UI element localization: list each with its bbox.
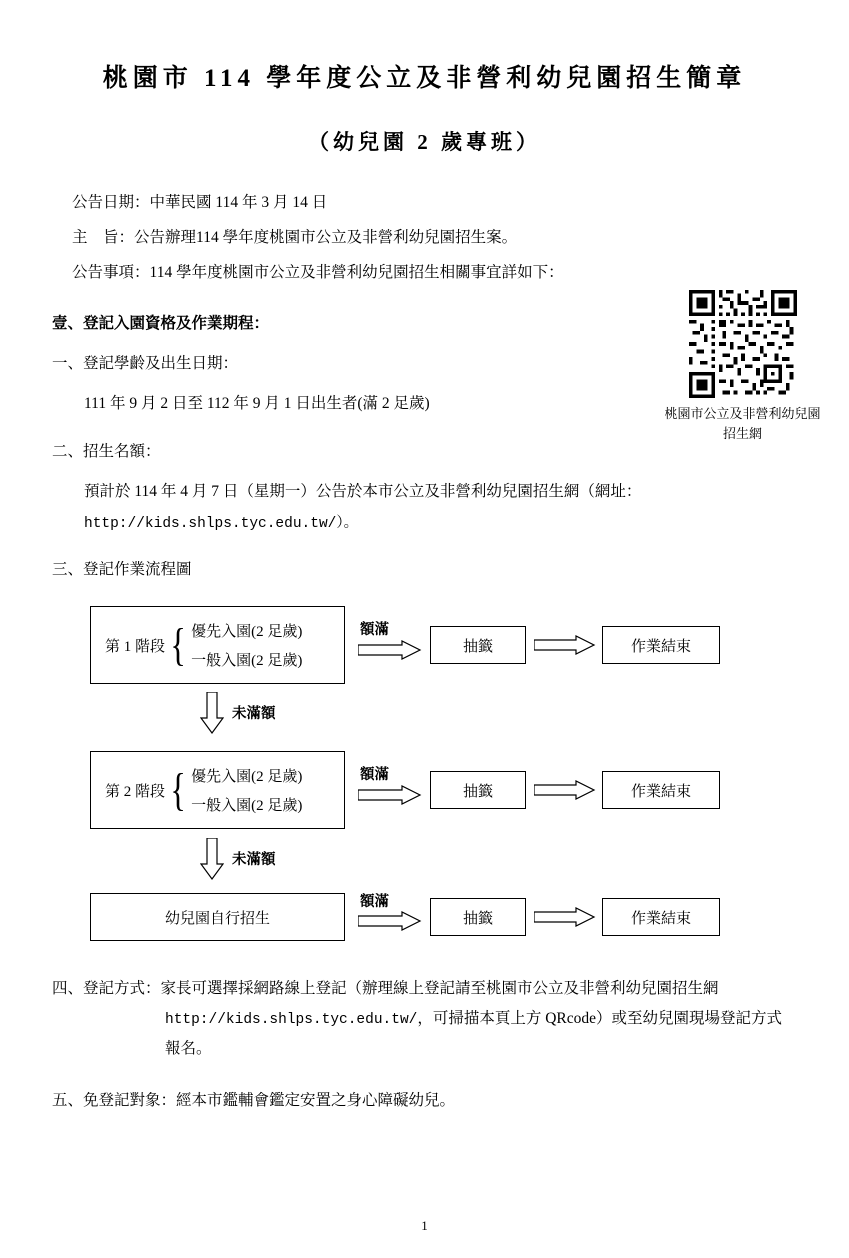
arrow-down-icon <box>200 692 224 734</box>
subject-value: 公告辦理114 學年度桃園市公立及非營利幼兒園招生案。 <box>134 228 518 246</box>
notice-label: 公告事項： <box>72 263 150 281</box>
subject-line <box>72 221 849 256</box>
flow-stage-1-line-2: 一般入園(2 足歲) <box>191 653 303 670</box>
notice-line <box>72 256 849 291</box>
item-2-body <box>0 476 849 539</box>
arrow-right-icon <box>358 785 422 805</box>
section-heading-1: 壹、登記入園資格及作業期程： <box>52 314 270 332</box>
item-4-line-2-wrap <box>52 1004 849 1035</box>
arrow-down-icon <box>200 838 224 880</box>
flow-end-label-1: 作業結束 <box>630 638 691 655</box>
arrow-right-icon <box>358 640 422 660</box>
flow-stage-2-options <box>191 765 302 815</box>
arrow-right-icon <box>358 911 422 931</box>
flow-stage-2-box <box>90 751 345 829</box>
qr-caption-line-2: 招生網 <box>722 426 762 442</box>
flow-stage-1-line-1: 優先入園(2 足歲) <box>191 624 303 641</box>
flow-lottery-label-3: 抽籤 <box>462 910 493 927</box>
flow-end-label-3: 作業結束 <box>630 910 691 927</box>
announce-date-value: 中華民國 114 年 3 月 14 日 <box>149 194 328 211</box>
flow-full-label-1: 額滿 <box>360 622 389 639</box>
flow-full-label-3: 額滿 <box>360 894 389 911</box>
flow-end-label-2: 作業結束 <box>630 783 691 800</box>
item-3: 三、登記作業流程圖 <box>52 561 192 579</box>
flow-lottery-box-1 <box>430 626 526 664</box>
item-2-body-line-2: http://kids.shlps.tyc.edu.tw/）。 <box>84 515 359 532</box>
item-4-url[interactable]: http://kids.shlps.tyc.edu.tw/ <box>165 1011 418 1028</box>
item-4-label: 四、登記方式： <box>52 980 161 998</box>
flow-stage-1-label: 第 1 階段 <box>105 638 166 655</box>
flow-end-box-2 <box>602 771 720 809</box>
flow-stage-2-line-2: 一般入園(2 足歲) <box>191 798 303 815</box>
flow-stage-2-line-1: 優先入園(2 足歲) <box>191 769 303 786</box>
flow-stage-3-label: 幼兒園自行招生 <box>164 910 270 927</box>
page-number: 1 <box>421 1218 428 1233</box>
announce-date-label: 公告日期： <box>72 194 150 211</box>
flow-lottery-label-1: 抽籤 <box>462 638 493 655</box>
item-4-line-3: 報名。 <box>165 1040 212 1058</box>
flow-end-box-1 <box>602 626 720 664</box>
item-1: 一、登記學齡及出生日期： <box>52 354 239 372</box>
flow-lottery-box-3 <box>430 898 526 936</box>
qrcode-icon[interactable] <box>689 290 797 398</box>
document-meta <box>0 186 849 291</box>
flow-stage-3-box <box>90 893 345 941</box>
subject-label: 主 旨： <box>72 228 135 246</box>
brace-icon: { <box>170 619 186 671</box>
item-5: 五、免登記對象：經本市鑑輔會鑑定安置之身心障礙幼兒。 <box>52 1091 456 1109</box>
flow-stage-1-options <box>191 620 302 670</box>
arrow-right-icon <box>534 780 596 800</box>
item-2: 二、招生名額： <box>52 442 161 460</box>
qr-caption-line-1: 桃園市公立及非營利幼兒園 <box>664 406 821 421</box>
flow-full-label-2: 額滿 <box>360 767 389 784</box>
page-subtitle: （幼兒園 2 歲專班） <box>308 130 541 154</box>
flow-stage-2-label: 第 2 階段 <box>105 783 166 800</box>
item-4-line-1: 家長可選擇採網路線上登記（辦理線上登記請至桃園市公立及非營利幼兒園招生網 <box>160 980 719 998</box>
flow-stage-1-box <box>90 606 345 684</box>
item-4-line-2b: ，可掃描本頁上方 QRcode）或至幼兒園現場登記方式 <box>417 1009 783 1027</box>
arrow-right-icon <box>534 635 596 655</box>
flow-lottery-label-2: 抽籤 <box>462 783 493 800</box>
flow-end-box-3 <box>602 898 720 936</box>
qr-caption <box>655 404 830 444</box>
flow-lottery-box-2 <box>430 771 526 809</box>
flow-under-label-2: 未滿額 <box>232 852 276 869</box>
arrow-right-icon <box>534 907 596 927</box>
announce-date-line <box>72 186 849 221</box>
flow-under-label-1: 未滿額 <box>232 706 276 723</box>
document-page <box>0 58 849 1258</box>
item-1-body: 111 年 9 月 2 日至 112 年 9 月 1 日出生者(滿 2 足歲) <box>84 395 430 413</box>
item-2-body-line-1: 預計於 114 年 4 月 7 日（星期一）公告於本市公立及非營利幼兒園招生網（網址： <box>84 483 642 501</box>
item-4 <box>0 974 849 1063</box>
brace-icon: { <box>170 764 186 816</box>
page-title: 桃園市 114 學年度公立及非營利幼兒園招生簡章 <box>102 65 747 92</box>
qr-code-block <box>655 290 830 444</box>
flowchart <box>90 598 790 948</box>
notice-value: 114 學年度桃園市公立及非營利幼兒園招生相關事宜詳如下： <box>149 263 564 281</box>
